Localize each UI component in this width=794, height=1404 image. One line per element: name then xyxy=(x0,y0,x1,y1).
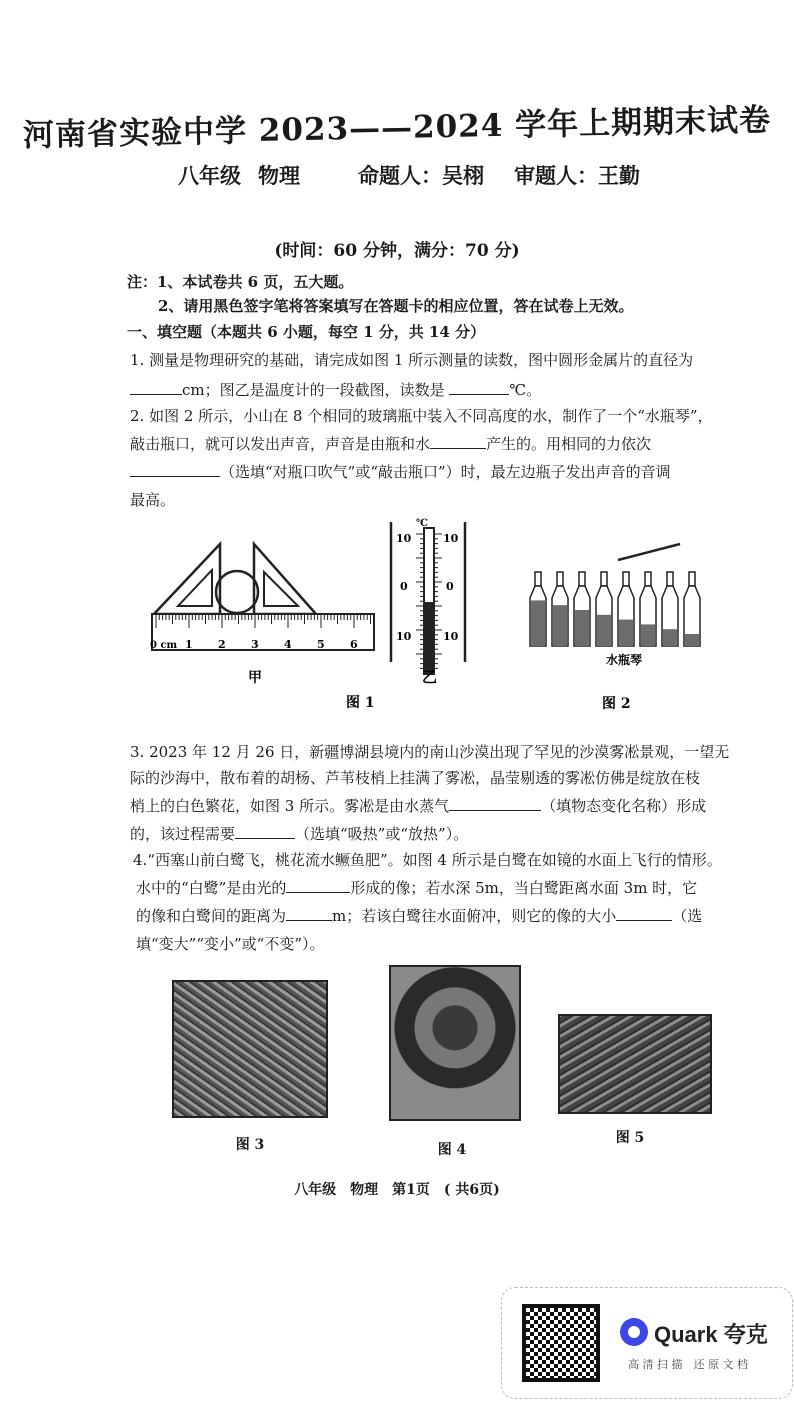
q2-blank-2 xyxy=(130,462,220,477)
q3-line-3: 梢上的白色繁花，如图 3 所示。雾凇是由水蒸气 （填物态变化名称）形成 xyxy=(130,797,707,815)
note-2: 2、请用黑色签字笔将答案填写在答题卡的相应位置，答在试卷上无效。 xyxy=(158,297,634,315)
q4-blank-3 xyxy=(616,906,672,921)
figure-5-photo xyxy=(558,1014,712,1114)
grade-label: 八年级 xyxy=(178,163,241,188)
ruler-label-0: 0 cm xyxy=(150,640,178,651)
figure-4-photo xyxy=(389,965,521,1121)
q2-line-4: 最高。 xyxy=(130,491,176,509)
q4-blank-1 xyxy=(286,878,350,893)
mercury-column xyxy=(425,602,433,674)
thermo-right-bot: 10 xyxy=(443,630,459,643)
thermo-right-top: 10 xyxy=(443,532,459,545)
q4-blank-2 xyxy=(286,906,332,921)
q3-blank-2 xyxy=(235,824,295,839)
q1-line-2: cm；图乙是温度计的一段截图，读数是 ℃。 xyxy=(130,380,740,400)
q4-line-2: 水中的“白鹭”是由光的 形成的像；若水深 5m，当白鹭距离水面 3m 时，它 xyxy=(136,879,698,897)
thermo-left-mid: 0 xyxy=(400,580,408,593)
page-footer: 八年级 物理 第1页 ( 共6页) xyxy=(294,1182,500,1198)
q3-blank-1 xyxy=(449,796,541,811)
thermo-right-mid: 0 xyxy=(446,580,454,593)
thermo-left-bot: 10 xyxy=(396,630,412,643)
water-bottle xyxy=(618,572,634,646)
ruler-label-1: 1 xyxy=(185,638,193,651)
bottles-label: 水瓶琴 xyxy=(606,653,643,667)
figure-5-caption: 图 5 xyxy=(615,1130,645,1146)
label-yi: 乙 xyxy=(422,668,438,686)
q2-blank-1 xyxy=(430,434,486,449)
ruler-label-2: 2 xyxy=(218,638,226,651)
q3-line-4: 的，该过程需要 （选填“吸热”或“放热”）。 xyxy=(130,825,469,843)
set-square-left xyxy=(154,544,220,614)
q4-line-1: 4.“西塞山前白鹭飞，桃花流水鳜鱼肥”。如图 4 所示是白鹭在如镜的水面上飞行的情形。 xyxy=(133,851,722,869)
figure-1 xyxy=(148,514,478,714)
water-bottle xyxy=(574,572,590,646)
q3-line-2: 际的沙海中，散布着的胡杨、芦苇枝梢上挂满了雾凇，晶莹剔透的雾凇仿佛是绽放在枝 xyxy=(130,769,701,787)
q4-line-4: 填“变大”“变小”或“不变”）。 xyxy=(136,935,325,953)
figure-2 xyxy=(518,536,718,712)
water-bottle xyxy=(552,572,568,646)
q2-line-3: （选填“对瓶口吹气”或“敲击瓶口”）时，最左边瓶子发出声音的音调 xyxy=(130,462,740,482)
ruler-label-6: 6 xyxy=(350,638,358,651)
quark-tagline: 高 清 扫 描 还 原 文 档 xyxy=(628,1358,748,1371)
time-info: (时间：60 分钟，满分：70 分) xyxy=(274,241,520,261)
q2-line-1: 2. 如图 2 所示，小山在 8 个相同的玻璃瓶中装入不同高度的水，制作了一个“水瓶琴”， xyxy=(130,407,713,425)
author-label: 命题人：吴栩 xyxy=(358,163,484,188)
striker-stick xyxy=(618,544,680,560)
thermo-unit: ℃ xyxy=(416,518,428,529)
set-square-right xyxy=(254,544,316,614)
water-bottle xyxy=(662,572,678,646)
ruler-label-4: 4 xyxy=(284,638,292,651)
figure-2-caption: 图 2 xyxy=(602,696,631,712)
subject-label: 物理 xyxy=(258,163,300,188)
metal-disc xyxy=(216,571,258,613)
note-1: 注：1、本试卷共 6 页，五大题。 xyxy=(127,273,354,291)
ruler-label-5: 5 xyxy=(317,638,325,651)
q3-line-1: 3. 2023 年 12 月 26 日，新疆博湖县境内的南山沙漠出现了罕见的沙漠雾凇景观，一望无 xyxy=(130,743,730,761)
figure-4-caption: 图 4 xyxy=(437,1142,467,1158)
figure-1-caption: 图 1 xyxy=(346,695,375,711)
q1-blank-1 xyxy=(130,380,182,395)
water-bottle xyxy=(684,572,700,646)
reviewer-label: 审题人：王勤 xyxy=(514,163,640,188)
q2-line-2: 敲击瓶口，就可以发出声音，声音是由瓶和水 产生的。用相同的力依次 xyxy=(130,435,652,453)
label-jia: 甲 xyxy=(248,670,262,686)
q1-blank-2 xyxy=(449,380,509,395)
water-bottle xyxy=(596,572,612,646)
thermo-left-top: 10 xyxy=(396,532,412,545)
ruler-label-3: 3 xyxy=(251,638,259,651)
water-bottle xyxy=(530,572,546,646)
section-heading: 一、填空题（本题共 6 小题，每空 1 分，共 14 分） xyxy=(127,323,486,341)
exam-title: 河南省实验中学 2023——2024 学年上期期末试卷 xyxy=(22,102,772,154)
figure-3-photo xyxy=(172,980,328,1118)
q1-line-1: 1. 测量是物理研究的基础，请完成如图 1 所示测量的读数，图中圆形金属片的直径为 xyxy=(130,351,694,369)
quark-logo-icon xyxy=(620,1318,648,1346)
figure-3-caption: 图 3 xyxy=(235,1137,265,1153)
qr-code-icon xyxy=(522,1304,600,1382)
q4-line-3: 的像和白鹭间的距离为 m；若该白鹭往水面俯冲，则它的像的大小 （选 xyxy=(136,907,703,925)
quark-scan-badge xyxy=(501,1287,793,1399)
quark-brand: Quark 夸克 xyxy=(654,1322,768,1347)
water-bottle xyxy=(640,572,656,646)
